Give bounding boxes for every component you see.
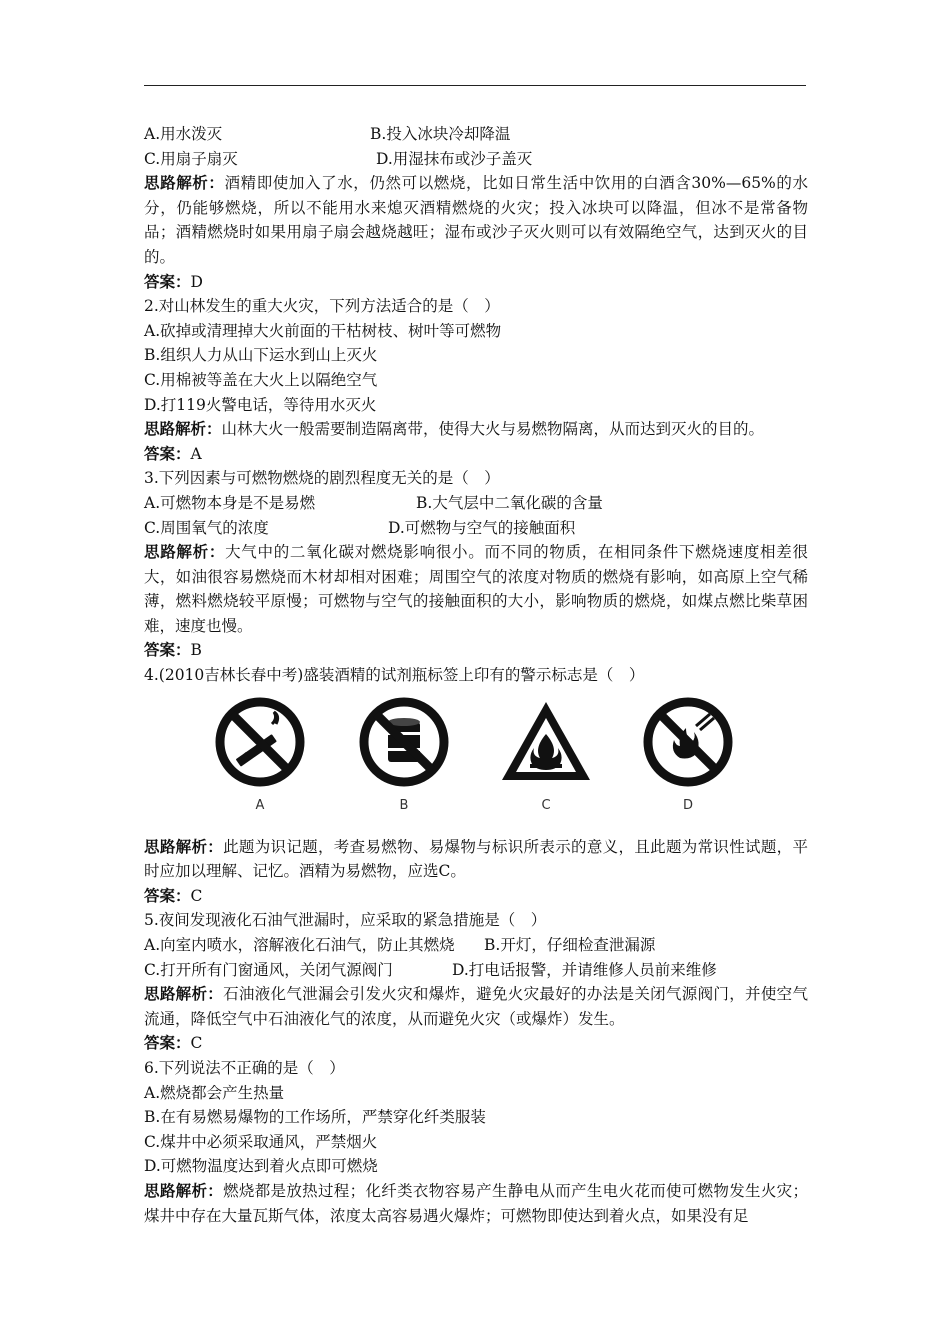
q6-option-b: B.在有易燃易爆物的工作场所，严禁穿化纤类服装 — [144, 1108, 486, 1127]
q2-analysis-label: 思路解析： — [144, 419, 222, 439]
q6-analysis-text: 燃烧都是放热过程；化纤类衣物容易产生静电从而产生电火花而使可燃物发生火灾；煤井中存在大量瓦斯气体，浓度太高容易遇火爆炸；可燃物即使达到着火点，如果没有足 — [144, 1181, 808, 1225]
q5-analysis-text: 石油液化气泄漏会引发火灾和爆炸，避免火灾最好的办法是关闭气源阀门，并使空气流通，降低空气中石油液化气的浓度，从而避免火灾（或爆炸）发生。 — [144, 985, 808, 1028]
q4-answer-label: 答案： — [144, 885, 191, 905]
sign-c-label: C — [541, 797, 551, 813]
header-rule — [144, 85, 806, 86]
q3-analysis-label: 思路解析： — [144, 542, 226, 562]
sign-b — [354, 696, 454, 813]
q1-answer — [144, 270, 808, 295]
q4-analysis-text: 此题为识记题，考查易燃物、易爆物与标识所表示的意义，且此题为常识性试题，平时应加以理解、记忆。酒精为易燃物，应选C。 — [144, 837, 808, 881]
q2-option-b: B.组织人力从山下运水到山上灭火 — [144, 346, 378, 365]
q2-option-d: D.打119火警电话，等待用水灭火 — [144, 395, 377, 414]
q4-analysis — [144, 835, 808, 884]
q2-stem: 2.对山林发生的重大火灾，下列方法适合的是（ ） — [144, 297, 500, 316]
q3-option-a: A.可燃物本身是不是易燃 — [144, 493, 316, 512]
q1-option-a: A.用水泼灭 — [144, 125, 223, 143]
q5-answer-value: C — [190, 1034, 203, 1053]
q2-answer — [144, 442, 808, 467]
q5-option-c: C.打开所有门窗通风，关闭气源阀门 — [144, 960, 393, 979]
q6-option-c: C.煤井中必须采取通风，严禁烟火 — [144, 1132, 378, 1151]
no-open-flame-icon — [638, 696, 738, 792]
q5-options-row-1 — [144, 933, 808, 958]
q1-analysis-label: 思路解析： — [144, 173, 225, 193]
q1-answer-label: 答案： — [144, 271, 191, 291]
q3-option-b: B.大气层中二氧化碳的含量 — [416, 493, 603, 512]
q6-analysis-label: 思路解析： — [144, 1180, 224, 1200]
q6-stem: 6.下列说法不正确的是（ ） — [144, 1059, 345, 1077]
q3-answer-value: B — [190, 641, 202, 660]
q6-analysis — [144, 1179, 808, 1228]
q4-warning-signs-figure — [144, 696, 808, 829]
q3-stem: 3.下列因素与可燃物燃烧的剧烈程度无关的是（ ） — [144, 469, 500, 488]
q1-options-row-1 — [144, 122, 808, 147]
q4-answer-value: C — [190, 886, 203, 905]
q5-answer-label: 答案： — [144, 1033, 191, 1053]
q3-options-row-2 — [144, 516, 808, 541]
no-smoking-icon — [210, 696, 310, 792]
sign-d-label: D — [682, 797, 693, 813]
q5-analysis — [144, 982, 808, 1031]
q5-analysis-label: 思路解析： — [144, 984, 224, 1004]
q3-option-d: D.可燃物与空气的接触面积 — [388, 518, 576, 537]
q2-option-c: C.用棉被等盖在大火上以隔绝空气 — [144, 370, 378, 389]
q6-option-d: D.可燃物温度达到着火点即可燃烧 — [144, 1157, 378, 1176]
sign-b-label: B — [399, 797, 409, 813]
q3-option-c: C.周围氧气的浓度 — [144, 518, 269, 537]
q5-option-d: D.打电话报警，并请维修人员前来维修 — [452, 960, 717, 979]
q1-option-b: B.投入冰块冷却降温 — [370, 125, 511, 143]
q1-analysis — [144, 171, 808, 269]
sign-c — [496, 696, 596, 813]
q5-answer — [144, 1031, 808, 1056]
document-body — [144, 122, 808, 1228]
q2-answer-value: A — [190, 444, 202, 463]
no-flammable-barrel-icon — [354, 696, 454, 792]
q4-analysis-label: 思路解析： — [144, 836, 224, 856]
q3-answer — [144, 638, 808, 663]
q1-option-c: C.用扇子扇灭 — [144, 149, 238, 168]
q3-answer-label: 答案： — [144, 640, 191, 660]
sign-d — [638, 696, 738, 813]
q2-analysis — [144, 417, 808, 442]
q1-option-d: D.用湿抹布或沙子盖灭 — [376, 149, 533, 168]
q1-answer-value: D — [190, 272, 203, 291]
q1-analysis-text: 酒精即使加入了水，仍然可以燃烧，比如日常生活中饮用的白酒含30%—65%的水分，仍能够燃烧，所以不能用水来熄灭酒精燃烧的火灾；投入冰块可以降温，但冰不是常备物品；酒精燃烧时如果用扇子扇会越烧越旺；湿布或沙子灭火则可以有效隔绝空气，达到灭火的目的。 — [144, 174, 808, 266]
q5-option-b: B.开灯，仔细检查泄漏源 — [484, 936, 656, 955]
sign-a — [210, 696, 310, 813]
q6-option-a: A.燃烧都会产生热量 — [144, 1083, 285, 1102]
q3-analysis — [144, 540, 808, 638]
q3-options-row-1 — [144, 491, 808, 516]
flammable-warning-triangle-icon — [496, 696, 596, 792]
q2-option-a: A.砍掉或清理掉大火前面的干枯树枝、树叶等可燃物 — [144, 321, 502, 340]
q5-option-a: A.向室内喷水，溶解液化石油气，防止其燃烧 — [144, 936, 455, 955]
q4-stem: 4.(2010吉林长春中考)盛装酒精的试剂瓶标签上印有的警示标志是（ ） — [144, 666, 645, 685]
q1-options-row-2 — [144, 147, 808, 172]
q4-answer — [144, 884, 808, 909]
q3-analysis-text: 大气中的二氧化碳对燃烧影响很小。而不同的物质，在相同条件下燃烧速度相差很大，如油很容易燃烧而木材却相对困难；周围空气的浓度对物质的燃烧有影响，如高原上空气稀薄，燃料燃烧较平原慢；可燃物与空气的接触面积的大小，影响物质的燃烧，如煤点燃比柴草困难，速度也慢。 — [144, 543, 808, 635]
q2-analysis-text: 山林大火一般需要制造隔离带，使得大火与易燃物隔离，从而达到灭火的目的。 — [221, 420, 765, 439]
q5-stem: 5.夜间发现液化石油气泄漏时，应采取的紧急措施是（ ） — [144, 911, 547, 930]
q5-options-row-2 — [144, 958, 808, 983]
sign-a-label: A — [255, 797, 265, 813]
q2-answer-label: 答案： — [144, 443, 191, 463]
